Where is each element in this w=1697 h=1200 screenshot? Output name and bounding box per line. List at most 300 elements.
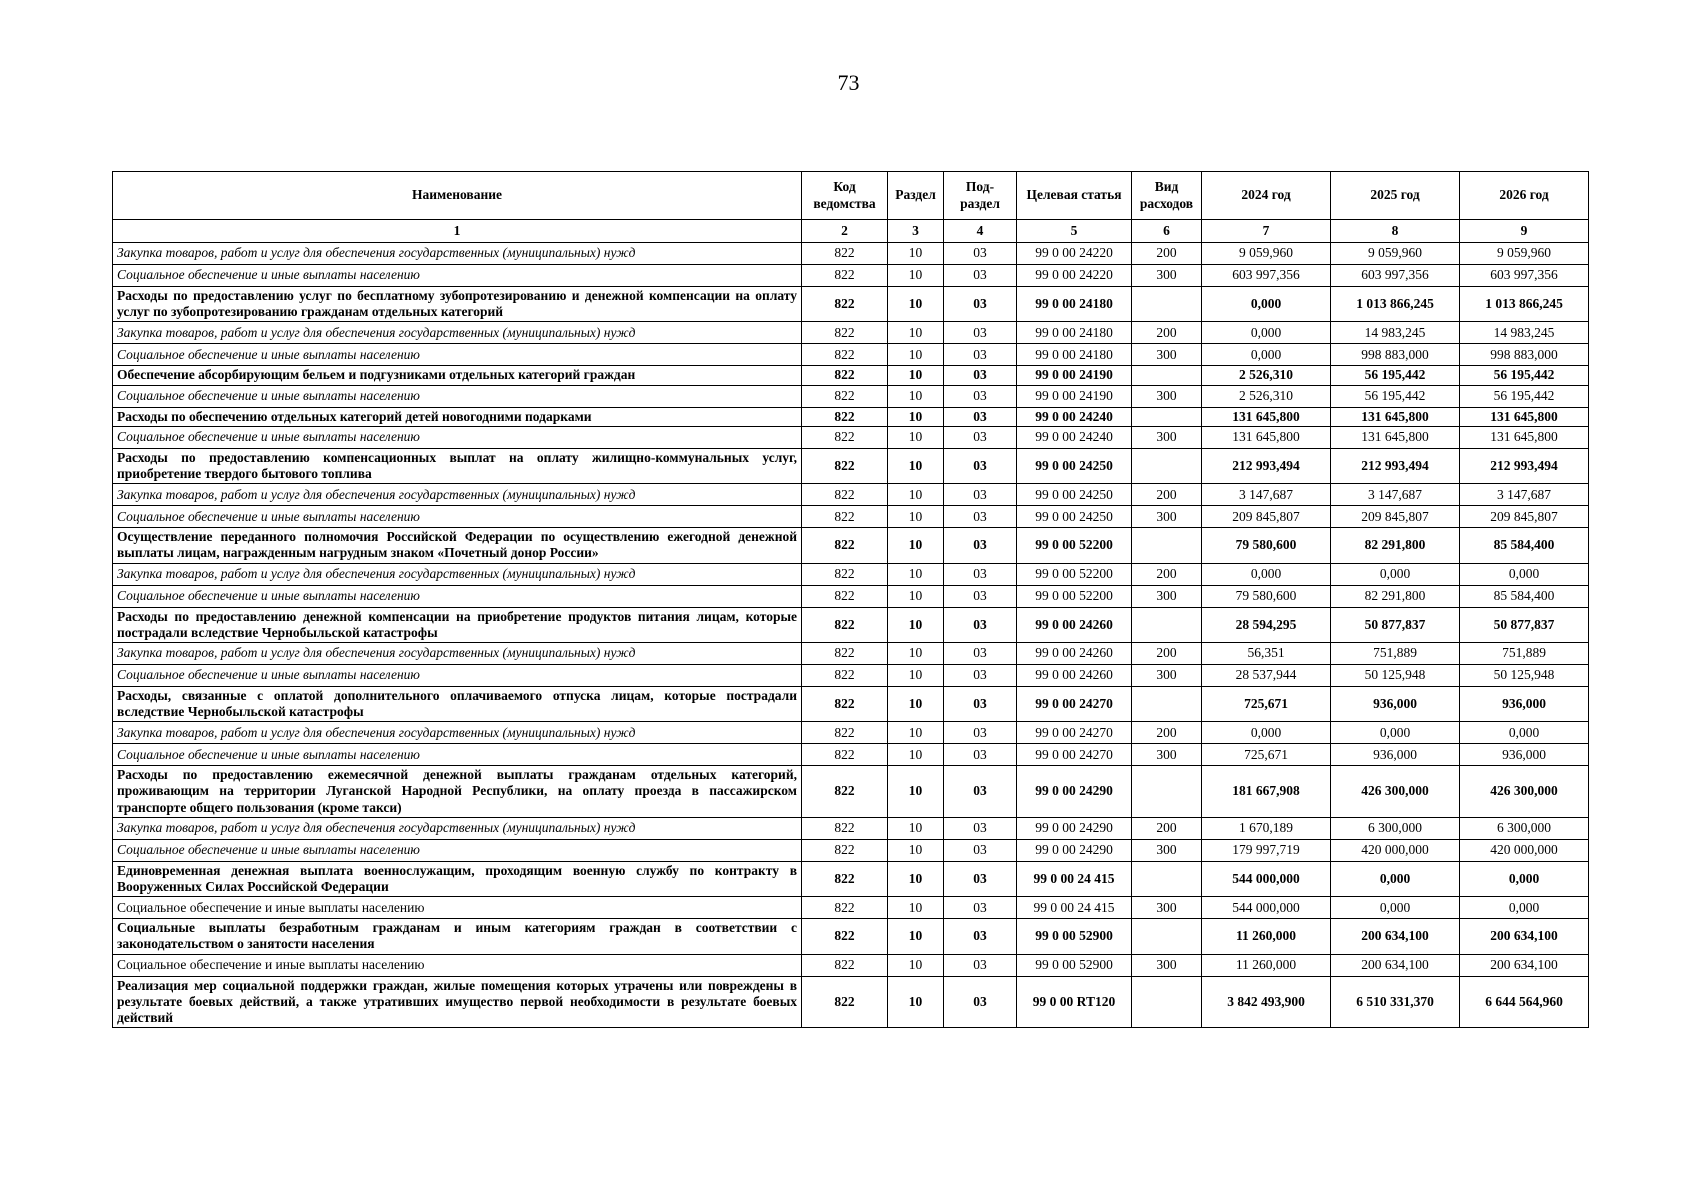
cell-subsection: 03	[944, 385, 1017, 407]
cell-name: Обеспечение абсорбирующим бельем и подгузниками отдельных категорий граждан	[113, 366, 802, 385]
cell-target: 99 0 00 24270	[1017, 722, 1132, 744]
cell-code: 822	[802, 897, 888, 919]
cell-subsection: 03	[944, 976, 1017, 1028]
cell-subsection: 03	[944, 243, 1017, 265]
header-code: Код ведомства	[802, 172, 888, 220]
cell-2026: 200 634,100	[1460, 954, 1589, 976]
table-row-detail	[113, 243, 1589, 265]
table-row-total	[113, 287, 1589, 322]
cell-name: Закупка товаров, работ и услуг для обеспечения государственных (муниципальных) нужд	[113, 563, 802, 585]
cell-section: 10	[888, 976, 944, 1028]
cell-kind: 300	[1132, 344, 1202, 366]
cell-kind: 300	[1132, 426, 1202, 448]
cell-section: 10	[888, 287, 944, 322]
cell-2025: 0,000	[1331, 861, 1460, 896]
cell-2025: 50 125,948	[1331, 664, 1460, 686]
cell-subsection: 03	[944, 817, 1017, 839]
cell-subsection: 03	[944, 287, 1017, 322]
cell-2026: 1 013 866,245	[1460, 287, 1589, 322]
cell-2025: 420 000,000	[1331, 839, 1460, 861]
cell-2024: 212 993,494	[1202, 448, 1331, 483]
cell-2025: 82 291,800	[1331, 585, 1460, 607]
cell-2026: 131 645,800	[1460, 426, 1589, 448]
cell-subsection: 03	[944, 585, 1017, 607]
cell-subsection: 03	[944, 722, 1017, 744]
cell-code: 822	[802, 426, 888, 448]
cell-kind: 300	[1132, 585, 1202, 607]
cell-2025: 1 013 866,245	[1331, 287, 1460, 322]
cell-subsection: 03	[944, 344, 1017, 366]
cell-2025: 936,000	[1331, 686, 1460, 721]
cell-2024: 209 845,807	[1202, 506, 1331, 528]
cell-name: Социальное обеспечение и иные выплаты населению	[113, 506, 802, 528]
cell-code: 822	[802, 686, 888, 721]
cell-section: 10	[888, 563, 944, 585]
column-number: 2	[802, 220, 888, 243]
cell-code: 822	[802, 817, 888, 839]
cell-2025: 9 059,960	[1331, 243, 1460, 265]
cell-2025: 56 195,442	[1331, 385, 1460, 407]
cell-section: 10	[888, 919, 944, 954]
cell-kind: 200	[1132, 243, 1202, 265]
cell-name: Социальное обеспечение и иные выплаты населению	[113, 954, 802, 976]
cell-2024: 11 260,000	[1202, 919, 1331, 954]
header-subsection: Под-раздел	[944, 172, 1017, 220]
cell-code: 822	[802, 484, 888, 506]
cell-name: Закупка товаров, работ и услуг для обеспечения государственных (муниципальных) нужд	[113, 817, 802, 839]
cell-kind: 200	[1132, 642, 1202, 664]
table-row-detail	[113, 506, 1589, 528]
cell-2026: 56 195,442	[1460, 385, 1589, 407]
cell-subsection: 03	[944, 919, 1017, 954]
cell-target: 99 0 00 52200	[1017, 563, 1132, 585]
cell-section: 10	[888, 817, 944, 839]
cell-kind: 200	[1132, 322, 1202, 344]
cell-subsection: 03	[944, 563, 1017, 585]
cell-section: 10	[888, 861, 944, 896]
cell-2025: 82 291,800	[1331, 528, 1460, 563]
cell-2026: 85 584,400	[1460, 585, 1589, 607]
cell-kind: 300	[1132, 664, 1202, 686]
cell-name: Закупка товаров, работ и услуг для обеспечения государственных (муниципальных) нужд	[113, 642, 802, 664]
cell-name: Расходы, связанные с оплатой дополнительного оплачиваемого отпуска лицам, которые пострадали вследствие Чернобыльской катастрофы	[113, 686, 802, 721]
budget-table	[112, 171, 1589, 1028]
cell-code: 822	[802, 642, 888, 664]
cell-2024: 0,000	[1202, 563, 1331, 585]
cell-code: 822	[802, 385, 888, 407]
cell-target: 99 0 00 24240	[1017, 407, 1132, 426]
cell-section: 10	[888, 686, 944, 721]
header-target: Целевая статья	[1017, 172, 1132, 220]
cell-target: 99 0 00 24260	[1017, 642, 1132, 664]
header-section: Раздел	[888, 172, 944, 220]
cell-name: Социальное обеспечение и иные выплаты населению	[113, 426, 802, 448]
cell-section: 10	[888, 322, 944, 344]
cell-code: 822	[802, 322, 888, 344]
cell-subsection: 03	[944, 407, 1017, 426]
cell-2025: 426 300,000	[1331, 766, 1460, 818]
header-kind: Вид расходов	[1132, 172, 1202, 220]
cell-subsection: 03	[944, 642, 1017, 664]
cell-2024: 3 842 493,900	[1202, 976, 1331, 1028]
cell-target: 99 0 00 24290	[1017, 817, 1132, 839]
cell-name: Социальные выплаты безработным гражданам и иным категориям граждан в соответствии с законодательством о занятости населения	[113, 919, 802, 954]
cell-code: 822	[802, 506, 888, 528]
cell-2024: 28 594,295	[1202, 607, 1331, 642]
cell-section: 10	[888, 243, 944, 265]
cell-name: Расходы по предоставлению ежемесячной денежной выплаты гражданам отдельных категорий, проживающим на территории Луганской Народной Республики, на оплату проезда в пассажирском транспорте общего пользования (кроме такси)	[113, 766, 802, 818]
cell-2024: 11 260,000	[1202, 954, 1331, 976]
cell-target: 99 0 00 24180	[1017, 287, 1132, 322]
cell-section: 10	[888, 954, 944, 976]
column-number: 9	[1460, 220, 1589, 243]
cell-subsection: 03	[944, 839, 1017, 861]
cell-kind: 200	[1132, 484, 1202, 506]
cell-kind	[1132, 686, 1202, 721]
cell-2024: 1 670,189	[1202, 817, 1331, 839]
cell-kind	[1132, 366, 1202, 385]
cell-2025: 212 993,494	[1331, 448, 1460, 483]
cell-2024: 544 000,000	[1202, 897, 1331, 919]
cell-2024: 2 526,310	[1202, 385, 1331, 407]
cell-2024: 9 059,960	[1202, 243, 1331, 265]
cell-subsection: 03	[944, 897, 1017, 919]
cell-2024: 179 997,719	[1202, 839, 1331, 861]
cell-name: Расходы по предоставлению денежной компенсации на приобретение продуктов питания лицам, которые пострадали вследствие Чернобыльской катастрофы	[113, 607, 802, 642]
cell-kind	[1132, 766, 1202, 818]
column-number: 4	[944, 220, 1017, 243]
cell-2025: 998 883,000	[1331, 344, 1460, 366]
cell-name: Социальное обеспечение и иные выплаты населению	[113, 385, 802, 407]
cell-subsection: 03	[944, 744, 1017, 766]
cell-2026: 0,000	[1460, 722, 1589, 744]
cell-2025: 6 510 331,370	[1331, 976, 1460, 1028]
column-number: 3	[888, 220, 944, 243]
cell-2024: 544 000,000	[1202, 861, 1331, 896]
cell-2026: 85 584,400	[1460, 528, 1589, 563]
cell-2026: 56 195,442	[1460, 366, 1589, 385]
header-name: Наименование	[113, 172, 802, 220]
cell-2026: 50 877,837	[1460, 607, 1589, 642]
cell-code: 822	[802, 585, 888, 607]
cell-2026: 3 147,687	[1460, 484, 1589, 506]
cell-subsection: 03	[944, 506, 1017, 528]
cell-2025: 3 147,687	[1331, 484, 1460, 506]
cell-target: 99 0 00 52200	[1017, 528, 1132, 563]
cell-kind	[1132, 607, 1202, 642]
cell-2026: 209 845,807	[1460, 506, 1589, 528]
cell-name: Расходы по предоставлению компенсационных выплат на оплату жилищно-коммунальных услуг, приобретение твердого бытового топлива	[113, 448, 802, 483]
cell-kind	[1132, 448, 1202, 483]
cell-target: 99 0 00 52900	[1017, 919, 1132, 954]
cell-target: 99 0 00 24270	[1017, 744, 1132, 766]
cell-code: 822	[802, 664, 888, 686]
header-2024: 2024 год	[1202, 172, 1331, 220]
cell-2024: 79 580,600	[1202, 528, 1331, 563]
table-row-detail	[113, 642, 1589, 664]
cell-2024: 131 645,800	[1202, 426, 1331, 448]
cell-kind: 200	[1132, 817, 1202, 839]
cell-kind: 300	[1132, 954, 1202, 976]
table-row-detail	[113, 897, 1589, 919]
cell-2025: 751,889	[1331, 642, 1460, 664]
cell-2024: 56,351	[1202, 642, 1331, 664]
cell-2026: 6 644 564,960	[1460, 976, 1589, 1028]
cell-subsection: 03	[944, 607, 1017, 642]
cell-section: 10	[888, 506, 944, 528]
cell-2025: 6 300,000	[1331, 817, 1460, 839]
cell-2024: 131 645,800	[1202, 407, 1331, 426]
cell-kind: 200	[1132, 563, 1202, 585]
cell-subsection: 03	[944, 861, 1017, 896]
cell-code: 822	[802, 563, 888, 585]
cell-2024: 0,000	[1202, 722, 1331, 744]
cell-code: 822	[802, 607, 888, 642]
cell-code: 822	[802, 407, 888, 426]
cell-name: Социальное обеспечение и иные выплаты населению	[113, 344, 802, 366]
cell-target: 99 0 00 24220	[1017, 243, 1132, 265]
cell-kind: 300	[1132, 265, 1202, 287]
cell-code: 822	[802, 344, 888, 366]
cell-2024: 79 580,600	[1202, 585, 1331, 607]
cell-target: 99 0 00 52900	[1017, 954, 1132, 976]
table-row-detail	[113, 744, 1589, 766]
cell-name: Закупка товаров, работ и услуг для обеспечения государственных (муниципальных) нужд	[113, 484, 802, 506]
cell-target: 99 0 00 24250	[1017, 484, 1132, 506]
cell-section: 10	[888, 897, 944, 919]
table-row-detail	[113, 563, 1589, 585]
cell-code: 822	[802, 861, 888, 896]
header-2026: 2026 год	[1460, 172, 1589, 220]
table-row-detail	[113, 664, 1589, 686]
cell-2024: 725,671	[1202, 744, 1331, 766]
cell-section: 10	[888, 265, 944, 287]
cell-target: 99 0 00 52200	[1017, 585, 1132, 607]
cell-name: Закупка товаров, работ и услуг для обеспечения государственных (муниципальных) нужд	[113, 722, 802, 744]
cell-code: 822	[802, 766, 888, 818]
cell-name: Закупка товаров, работ и услуг для обеспечения государственных (муниципальных) нужд	[113, 243, 802, 265]
cell-target: 99 0 00 24190	[1017, 366, 1132, 385]
table-row-detail	[113, 265, 1589, 287]
cell-2024: 603 997,356	[1202, 265, 1331, 287]
table-row-total	[113, 861, 1589, 896]
cell-name: Социальное обеспечение и иные выплаты населению	[113, 744, 802, 766]
cell-2026: 212 993,494	[1460, 448, 1589, 483]
cell-code: 822	[802, 839, 888, 861]
cell-subsection: 03	[944, 664, 1017, 686]
cell-2025: 14 983,245	[1331, 322, 1460, 344]
cell-section: 10	[888, 607, 944, 642]
table-row-detail	[113, 322, 1589, 344]
cell-name: Закупка товаров, работ и услуг для обеспечения государственных (муниципальных) нужд	[113, 322, 802, 344]
cell-2025: 56 195,442	[1331, 366, 1460, 385]
cell-2024: 0,000	[1202, 287, 1331, 322]
cell-section: 10	[888, 385, 944, 407]
cell-kind	[1132, 528, 1202, 563]
cell-subsection: 03	[944, 954, 1017, 976]
cell-subsection: 03	[944, 686, 1017, 721]
page-number: 73	[837, 70, 860, 95]
cell-2024: 3 147,687	[1202, 484, 1331, 506]
cell-kind	[1132, 287, 1202, 322]
cell-section: 10	[888, 366, 944, 385]
cell-2024: 725,671	[1202, 686, 1331, 721]
cell-target: 99 0 00 24240	[1017, 426, 1132, 448]
cell-section: 10	[888, 744, 944, 766]
table-row-total	[113, 448, 1589, 483]
column-number: 1	[113, 220, 802, 243]
cell-2025: 0,000	[1331, 563, 1460, 585]
cell-2026: 0,000	[1460, 897, 1589, 919]
cell-2024: 181 667,908	[1202, 766, 1331, 818]
cell-target: 99 0 00 24260	[1017, 664, 1132, 686]
table-row-total	[113, 366, 1589, 385]
table-row-detail	[113, 954, 1589, 976]
cell-target: 99 0 00 24290	[1017, 839, 1132, 861]
cell-section: 10	[888, 766, 944, 818]
cell-section: 10	[888, 839, 944, 861]
cell-kind	[1132, 861, 1202, 896]
cell-target: 99 0 00 RT120	[1017, 976, 1132, 1028]
table-row-detail	[113, 585, 1589, 607]
cell-subsection: 03	[944, 484, 1017, 506]
cell-section: 10	[888, 585, 944, 607]
cell-name: Расходы по предоставлению услуг по бесплатному зубопротезированию и денежной компенсации на оплату услуг по зубопротезированию гражданам отдельных категорий	[113, 287, 802, 322]
cell-kind: 300	[1132, 506, 1202, 528]
table-row-detail	[113, 484, 1589, 506]
cell-kind	[1132, 919, 1202, 954]
cell-2025: 50 877,837	[1331, 607, 1460, 642]
cell-name: Социальное обеспечение и иные выплаты населению	[113, 664, 802, 686]
cell-name: Социальное обеспечение и иные выплаты населению	[113, 585, 802, 607]
cell-code: 822	[802, 287, 888, 322]
table-row-detail	[113, 817, 1589, 839]
cell-kind: 200	[1132, 722, 1202, 744]
cell-subsection: 03	[944, 426, 1017, 448]
cell-subsection: 03	[944, 322, 1017, 344]
cell-2026: 998 883,000	[1460, 344, 1589, 366]
cell-2025: 200 634,100	[1331, 954, 1460, 976]
table-row-total	[113, 528, 1589, 563]
cell-2025: 131 645,800	[1331, 407, 1460, 426]
cell-target: 99 0 00 24 415	[1017, 897, 1132, 919]
table-row-total	[113, 607, 1589, 642]
cell-target: 99 0 00 24180	[1017, 344, 1132, 366]
cell-section: 10	[888, 484, 944, 506]
cell-code: 822	[802, 976, 888, 1028]
table-row-detail	[113, 839, 1589, 861]
table-row-detail	[113, 722, 1589, 744]
cell-target: 99 0 00 24260	[1017, 607, 1132, 642]
cell-2025: 0,000	[1331, 722, 1460, 744]
cell-name: Социальное обеспечение и иные выплаты населению	[113, 839, 802, 861]
cell-2026: 426 300,000	[1460, 766, 1589, 818]
cell-2026: 131 645,800	[1460, 407, 1589, 426]
header-2025: 2025 год	[1331, 172, 1460, 220]
cell-kind: 300	[1132, 744, 1202, 766]
cell-section: 10	[888, 407, 944, 426]
cell-2026: 751,889	[1460, 642, 1589, 664]
cell-kind: 300	[1132, 897, 1202, 919]
cell-target: 99 0 00 24220	[1017, 265, 1132, 287]
cell-2025: 209 845,807	[1331, 506, 1460, 528]
cell-section: 10	[888, 642, 944, 664]
cell-section: 10	[888, 344, 944, 366]
cell-name: Единовременная денежная выплата военнослужащим, проходящим военную службу по контракту в Вооруженных Силах Российской Федерации	[113, 861, 802, 896]
cell-target: 99 0 00 24250	[1017, 506, 1132, 528]
cell-kind: 300	[1132, 385, 1202, 407]
table-row-total	[113, 407, 1589, 426]
cell-2026: 9 059,960	[1460, 243, 1589, 265]
cell-target: 99 0 00 24190	[1017, 385, 1132, 407]
cell-target: 99 0 00 24180	[1017, 322, 1132, 344]
cell-2026: 420 000,000	[1460, 839, 1589, 861]
cell-2026: 0,000	[1460, 861, 1589, 896]
cell-name: Социальное обеспечение и иные выплаты населению	[113, 897, 802, 919]
table-row-detail	[113, 385, 1589, 407]
cell-2025: 131 645,800	[1331, 426, 1460, 448]
cell-2025: 0,000	[1331, 897, 1460, 919]
cell-code: 822	[802, 528, 888, 563]
cell-code: 822	[802, 366, 888, 385]
cell-subsection: 03	[944, 766, 1017, 818]
cell-kind: 300	[1132, 839, 1202, 861]
table-row-total	[113, 766, 1589, 818]
cell-code: 822	[802, 954, 888, 976]
column-number: 5	[1017, 220, 1132, 243]
cell-code: 822	[802, 265, 888, 287]
cell-section: 10	[888, 664, 944, 686]
cell-2026: 0,000	[1460, 563, 1589, 585]
cell-2024: 28 537,944	[1202, 664, 1331, 686]
cell-section: 10	[888, 722, 944, 744]
cell-2025: 936,000	[1331, 744, 1460, 766]
cell-target: 99 0 00 24250	[1017, 448, 1132, 483]
cell-section: 10	[888, 528, 944, 563]
table-row-total	[113, 976, 1589, 1028]
cell-target: 99 0 00 24290	[1017, 766, 1132, 818]
cell-2024: 2 526,310	[1202, 366, 1331, 385]
cell-2024: 0,000	[1202, 344, 1331, 366]
cell-name: Расходы по обеспечению отдельных категорий детей новогодними подарками	[113, 407, 802, 426]
cell-target: 99 0 00 24 415	[1017, 861, 1132, 896]
table-row-total	[113, 919, 1589, 954]
cell-name: Социальное обеспечение и иные выплаты населению	[113, 265, 802, 287]
cell-code: 822	[802, 722, 888, 744]
column-number: 8	[1331, 220, 1460, 243]
cell-2026: 936,000	[1460, 686, 1589, 721]
column-number: 6	[1132, 220, 1202, 243]
cell-2026: 200 634,100	[1460, 919, 1589, 954]
table-body	[113, 243, 1589, 1028]
table-row-total	[113, 686, 1589, 721]
cell-section: 10	[888, 448, 944, 483]
cell-2026: 936,000	[1460, 744, 1589, 766]
cell-code: 822	[802, 448, 888, 483]
cell-name: Осуществление переданного полномочия Российской Федерации по осуществлению ежегодной денежной выплаты лицам, награжденным нагрудным знаком «Почетный донор России»	[113, 528, 802, 563]
cell-kind	[1132, 407, 1202, 426]
cell-name: Реализация мер социальной поддержки граждан, жилые помещения которых утрачены или повреждены в результате боевых действий, а также утративших имущество первой необходимости в результате боевых действий	[113, 976, 802, 1028]
cell-code: 822	[802, 744, 888, 766]
cell-2024: 0,000	[1202, 322, 1331, 344]
cell-subsection: 03	[944, 265, 1017, 287]
table-row-detail	[113, 426, 1589, 448]
column-number-row	[113, 220, 1589, 243]
cell-2025: 603 997,356	[1331, 265, 1460, 287]
cell-subsection: 03	[944, 366, 1017, 385]
cell-2026: 603 997,356	[1460, 265, 1589, 287]
cell-2026: 6 300,000	[1460, 817, 1589, 839]
